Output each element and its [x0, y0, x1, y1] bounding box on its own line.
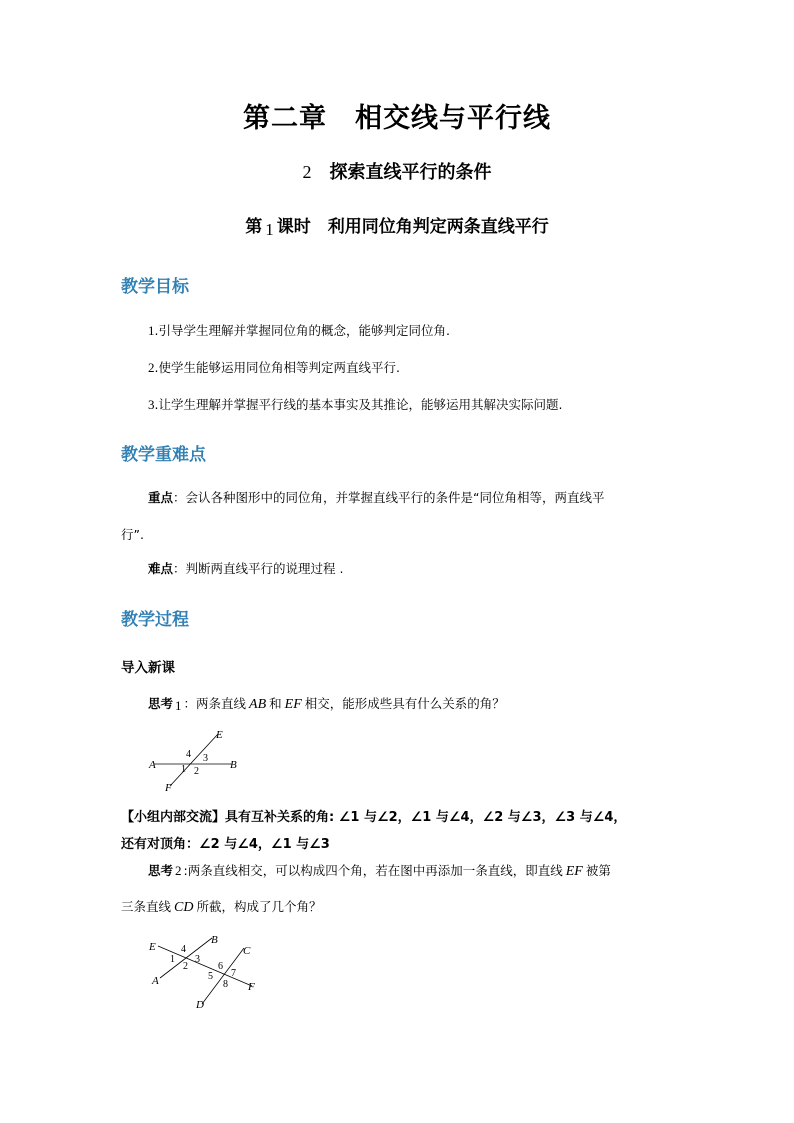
process-heading: 教学过程 — [121, 610, 189, 630]
label-a: A — [149, 759, 156, 771]
section-number: 2 — [302, 162, 312, 182]
objective-number: 2 — [148, 360, 155, 375]
label-b: B — [211, 934, 218, 946]
objective-text: 使学生能够运用同位角相等判定两直线平行. — [158, 360, 400, 375]
var-cd: CD — [174, 900, 194, 915]
think1-text-c: 相交，能形成些具有什么关系的角？ — [304, 696, 505, 711]
label-f: F — [165, 782, 172, 794]
think1-label: 思考 — [148, 696, 174, 711]
angle-3: 3 — [203, 753, 208, 764]
key-point-line — [148, 492, 605, 505]
label-e: E — [216, 729, 223, 741]
figure-2 — [140, 932, 280, 1012]
objective-number: 1 — [148, 323, 155, 338]
label-e: E — [149, 941, 156, 953]
angle-8: 8 — [223, 979, 228, 990]
difficult-label: 难点 — [148, 561, 174, 576]
angle-1: 1 — [181, 764, 186, 775]
line-ab — [160, 938, 212, 978]
key-text: ：会认各种图形中的同位角，并掌握直线平行的条件是“同位角相等，两直线平 — [173, 490, 605, 505]
objective-text: 让学生理解并掌握平行线的基本事实及其推论，能够运用其解决实际问题. — [158, 397, 563, 412]
angle-3: 3 — [195, 954, 200, 965]
intro-subheading: 导入新课 — [121, 660, 175, 676]
var-ef-2: EF — [565, 864, 583, 879]
section-title — [0, 158, 794, 184]
chapter-title: 第二章 相交线与平行线 — [243, 103, 551, 134]
discussion-line-1: 【小组内部交流】具有互补关系的角: ∠1 与∠2，∠1 与∠4，∠2 与∠3，∠3 与∠4， — [121, 810, 627, 825]
think2-text-c: 三条直线 — [121, 899, 172, 914]
objective-item-3: 3.让学生理解并掌握平行线的基本事实及其推论，能够运用其解决实际问题. — [148, 397, 563, 412]
key-label: 重点 — [148, 490, 174, 505]
discussion-line-2: 还有对顶角：∠2 与∠4，∠1 与∠3 — [121, 837, 330, 852]
label-c: C — [243, 945, 251, 957]
think1-line — [148, 697, 505, 712]
think2-number: 2 — [175, 863, 182, 878]
objectives-heading: 教学目标 — [121, 277, 189, 297]
angle-4: 4 — [181, 944, 186, 955]
label-d: D — [196, 999, 204, 1011]
think2-line — [148, 864, 611, 879]
var-ef: EF — [284, 697, 302, 712]
angle-5: 5 — [208, 971, 213, 982]
figure-1 — [140, 724, 260, 794]
think1-number: 1 — [175, 698, 182, 713]
angle-2: 2 — [183, 961, 188, 972]
line-ef — [170, 734, 218, 786]
objective-number: 3 — [148, 397, 155, 412]
think1-text-a: ：两条直线 — [183, 696, 247, 711]
think2-label: 思考 — [148, 863, 174, 878]
var-ab: AB — [249, 697, 267, 712]
think1-text-b: 和 — [269, 696, 282, 711]
angle-4: 4 — [186, 749, 191, 760]
objective-item-2: 2.使学生能够运用同位角相等判定两直线平行. — [148, 360, 400, 375]
label-a: A — [152, 975, 159, 987]
line-ef — [158, 946, 252, 986]
label-f: F — [248, 981, 255, 993]
angle-2: 2 — [194, 766, 199, 777]
angle-1: 1 — [170, 954, 175, 965]
difficult-text: ：判断两直线平行的说理过程 . — [173, 561, 344, 576]
lesson-number: 1 — [265, 220, 274, 239]
think2-text-a: :两条直线相交，可以构成四个角，若在图中再添加一条直线，即直线 — [183, 863, 563, 878]
objective-text: 引导学生理解并掌握同位角的概念，能够判定同位角. — [158, 323, 450, 338]
angle-6: 6 — [218, 961, 223, 972]
objective-item-1: 1.引导学生理解并掌握同位角的概念，能够判定同位角. — [148, 323, 450, 338]
difficult-point-line — [148, 563, 343, 576]
label-b: B — [230, 759, 237, 771]
lesson-title — [0, 212, 794, 237]
key-points-heading: 教学重难点 — [121, 445, 206, 465]
lesson-prefix: 第 — [245, 217, 263, 237]
lesson-text: 课时 利用同位角判定两条直线平行 — [276, 217, 549, 237]
think2-text-d: 所截，构成了几个角？ — [196, 899, 322, 914]
angle-7: 7 — [231, 968, 236, 979]
section-text: 探索直线平行的条件 — [329, 162, 492, 183]
think2-text-b: 被第 — [585, 863, 611, 878]
think2-line-2 — [121, 901, 321, 915]
key-point-line-2: 行”. — [121, 527, 144, 542]
